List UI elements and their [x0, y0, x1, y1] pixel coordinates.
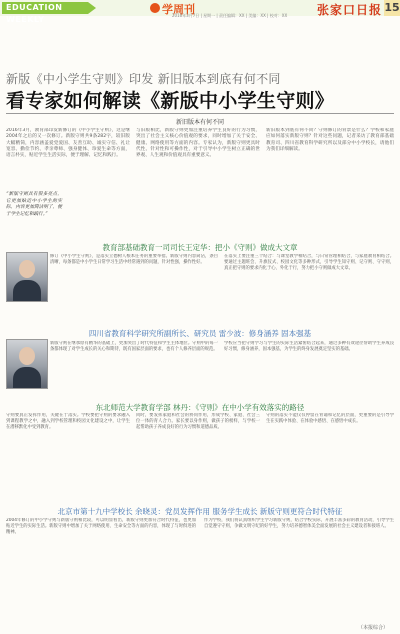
intro-paragraph-1-cont — [68, 192, 130, 234]
expert-portrait-2 — [6, 339, 48, 389]
title-divider — [6, 113, 394, 114]
section-heading-2: 四川省教育科学研究所副所长、研究员 雷少波：修身涵养 固本强基 — [88, 329, 312, 338]
section-heading-3: 东北师范大学教育学部 林丹：《守则》在中小学有效落实的路径 — [95, 403, 305, 412]
intro-paragraph-1: 2016年3月，教育部印发新修订的《中小学生守则》，这是继2004年之后的又一次修订。新版守则共9条282字，较旧版大幅精简，内容涵盖爱党爱国、友善互助、诚实守信、礼让宽容、勤俭节约、孝亲尊师、强身健体、珍爱生命等方面，语言朴实，贴近学生生活实际，便于理解、记忆和践行。 — [6, 128, 130, 159]
section-4-paragraph-2: 作为学校，我们将认真组织学生学习新版守则，结合学校实际，开展丰富多彩的教育活动，引导学生自觉遵守守则，争做文明守纪的好学生，努力培养德智体美全面发展的社会主义建设者和接班人。 — [204, 518, 394, 529]
newspaper-masthead: 张家口日报 — [316, 3, 382, 17]
article-title: 看专家如何解读《新版中小学生守则》 — [6, 90, 335, 112]
section-2-paragraph-1: 新版守则在继承原有精华的基础上，更加突出了时代特征和学生主体地位。守则中的每一条都体现了对学生成长的关心和期待，既有国家层面的要求，也有个人修养层面的规范。 — [50, 341, 218, 352]
section-3-paragraph-2: 同时，要发挥家庭和社会的协同作用，形成学校、家庭、社会三位一体的育人合力。家长要以身作则，做孩子的榜样，与学校一起帮助孩子养成良好的行为习惯和道德品质。 — [136, 413, 260, 430]
section-tag: EDUCATION WEEKLY — [2, 2, 88, 14]
section-name: 学周刊 — [162, 3, 195, 16]
section-3-paragraph-1: 守则要真正发挥作用，关键在于落实。学校要把守则的要求融入到课程教学之中，融入到学校管理和校园文化建设之中，让学生在潜移默化中受到教育。 — [6, 413, 130, 430]
section-4-paragraph-1: 2004年修订的中小学守则与新版守则相比较，可以明显看出，新版守则更加符合时代特征，也更加贴近学生的实际生活。新版守则中增加了关于网络使用、生命安全等方面的内容，体现了与时俱进的精神。 — [6, 518, 196, 535]
side-pull-quote: “新版守则具有很多亮点，它更加贴近中小学生的实际，内容更加简洁明了，便于学生记忆和践行。” — [6, 192, 62, 217]
section-dot-icon — [150, 3, 160, 13]
expert-portrait-1 — [6, 252, 48, 302]
intro-paragraph-3: 新旧版本到底有何不同？守则修订的背景是什么？学校和家庭应如何落实新版守则？针对这些问题，记者采访了教育部基础教育司、四川省教育科学研究所以及部分中小学校长，请他们为我们详细解读。 — [266, 128, 394, 152]
page-header — [0, 0, 400, 24]
article-supertitle: 新版《中小学生守则》印发 新旧版本到底有何不同 — [6, 72, 281, 86]
section-2-paragraph-2: 学校应当把守则学习与学生的实际生活紧密结合起来，通过多种有效途径帮助学生养成良好习惯，修身涵养，固本强基，为学生的终身发展奠定坚实的基础。 — [224, 341, 394, 352]
section-1-paragraph-2: 在落实上要注重三个结合：与课堂教学相结合，与日常管理相结合，与家庭教育相结合。要通过主题班会、升旗仪式、校园文化等多种形式，引导学生知守则、记守则、守守则，真正把守则的要求内化于心、外化于行，努力把小守则做成大文章。 — [224, 254, 394, 271]
issue-meta: 2016年3月7日 | 星期一 | 责任编辑：XX | 美编：XX | 校对：XX — [172, 13, 288, 18]
section-3-paragraph-3: 守则的落实不能仅仅停留在背诵和记忆的层面，更重要的是引导学生在实践中体验、在体验中感悟、在感悟中成长。 — [266, 413, 394, 424]
article-signature: （本报综合） — [357, 625, 388, 631]
page-number: 15 — [384, 1, 400, 14]
article-byline: 新旧版本有何不同 — [175, 119, 224, 126]
section-heading-4: 北京市第十九中学校长 余晓灵：党员发挥作用 服务学生成长 新版守则更符合时代特征 — [57, 507, 343, 516]
section-1-paragraph-1: 修订《中小学生守则》，是落实立德树人根本任务的重要举措。新版守则内容简洁，条目清晰，每条都是中小学生日常学习生活中经常遇到的问题，针对性强，操作性好。 — [50, 254, 218, 265]
intro-paragraph-2: 与旧版相比，新版守则更加注重培养学生良好的行为习惯，突出了社会主义核心价值观的要求，同时增加了关于安全、健康、网络使用等方面的内容。专家认为，新版守则更具时代性、针对性和可操作性，对于引导中小学生树立正确的世界观、人生观和价值观具有重要意义。 — [136, 128, 260, 159]
section-heading-1: 教育部基础教育一司司长王定华：把小《守则》做成大文章 — [102, 243, 298, 252]
